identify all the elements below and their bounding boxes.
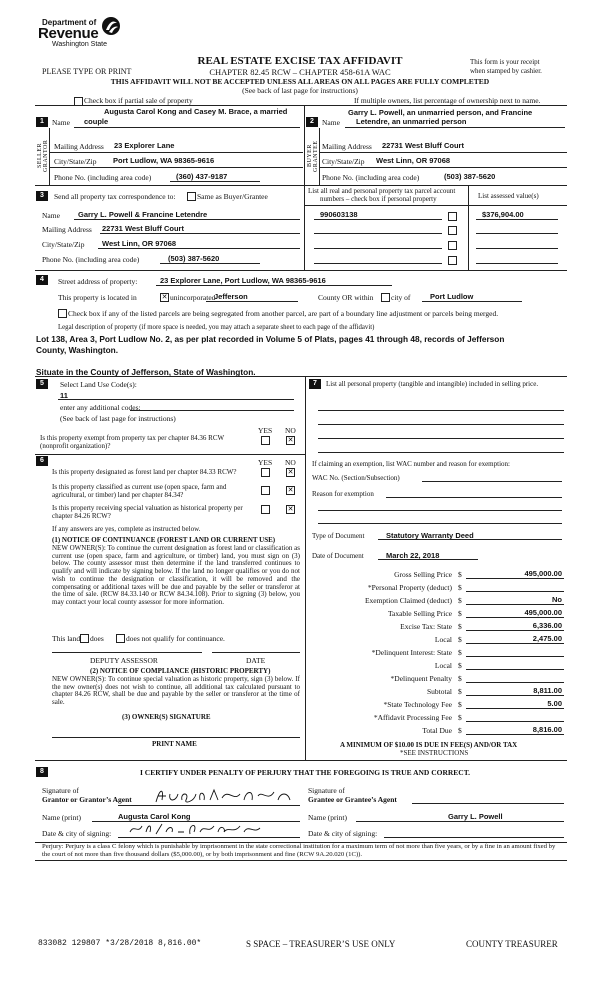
grantor-signature [150, 786, 300, 806]
land-use-code: 11 [60, 391, 68, 400]
exempt-question: Is this property exempt from property tax per chapter 84.36 RCW (nonprofit organization)? [40, 434, 224, 451]
legal-line-3: Situate in the County of Jefferson, State of Washington. [36, 367, 256, 377]
wac-label: WAC No. (Section/Subsection) [312, 474, 400, 482]
grantor-sig-label-1: Signature of [42, 786, 79, 795]
print-note: PLEASE TYPE OR PRINT [42, 67, 132, 76]
corr-mailing-label: Mailing Address [42, 225, 92, 234]
receipt-note-1: This form is your receipt [470, 58, 540, 66]
gross-label: Gross Selling Price [394, 570, 452, 579]
county-treasurer-label: COUNTY TREASURER [466, 939, 558, 949]
rule [466, 604, 564, 605]
gross-value: 495,000.00 [524, 569, 562, 578]
dollar-sign: $ [458, 700, 462, 709]
deputy-assessor-label: DEPUTY ASSESSOR [90, 656, 158, 665]
current-use-no-checkbox[interactable]: ✕ [287, 486, 294, 494]
rule [378, 559, 478, 560]
buyer-name-line1: Garry L. Powell, an unmarried person, and Francine [348, 108, 533, 117]
segregated-checkbox[interactable] [58, 309, 67, 318]
corr-name-label: Name [42, 211, 60, 220]
rule [314, 219, 442, 220]
rule [304, 185, 305, 270]
rule [49, 152, 303, 153]
logo-main: Revenue [38, 25, 99, 42]
treasurer-use-label: S SPACE – TREASURER’S USE ONLY [246, 939, 396, 949]
rule [386, 497, 562, 498]
rule [100, 233, 300, 234]
dollar-sign: $ [458, 635, 462, 644]
taxable-label: Taxable Selling Price [387, 609, 452, 618]
rule [170, 181, 260, 182]
seller-city-label: City/State/Zip [54, 157, 97, 166]
land-use-label: Select Land Use Code(s): [60, 380, 137, 389]
assessed-value-1: $376,904.00 [482, 210, 524, 219]
buyer-name-line2: Letendre, an unmarried person [356, 117, 467, 126]
corr-city-label: City/State/Zip [42, 240, 85, 249]
rule [305, 376, 306, 760]
rule [466, 617, 564, 618]
rule [384, 837, 564, 838]
exempt-yes-checkbox[interactable] [261, 436, 270, 445]
delinquent-penalty-label: *Delinquent Penalty [390, 674, 452, 683]
rule [466, 721, 564, 722]
rule [345, 127, 565, 128]
rule [35, 860, 567, 861]
legal-line-1: Lot 138, Area 3, Port Ludlow No. 2, as per plat recorded in Volume 5 of Plats, pages 41 through 48, records of Jefferson [36, 334, 505, 344]
s6-no-header: NO [285, 458, 296, 467]
rule [206, 301, 298, 302]
rule [466, 734, 564, 735]
excise-local-label: Local [434, 635, 452, 644]
exempt-no-checkbox[interactable]: ✕ [287, 436, 294, 444]
dor-swirl-icon [100, 15, 122, 37]
cashier-stamp: 833082 129807 *3/28/2018 8,816.00* [38, 939, 202, 948]
doc-date-label: Date of Document [312, 552, 364, 560]
grantor-name-label: Name (print) [42, 813, 81, 822]
total-due-label: Total Due [422, 726, 452, 735]
seller-phone-label: Phone No. (including area code) [54, 173, 152, 182]
rule [304, 205, 567, 206]
land-qualify-pre: This land [52, 634, 81, 643]
rule [466, 695, 564, 696]
subtotal-label: Subtotal [426, 687, 452, 696]
rule [466, 643, 564, 644]
dollar-sign: $ [458, 609, 462, 618]
rule [212, 652, 300, 653]
rule [35, 270, 567, 271]
seller-name-line2: couple [84, 117, 109, 126]
rule [156, 285, 392, 286]
rule [52, 737, 300, 738]
rule [319, 152, 567, 153]
grantee-name: Garry L. Powell [448, 812, 503, 821]
corr-phone: (503) 387-5620 [168, 254, 220, 263]
legal-label: Legal description of property (if more space is needed, you may attach a separate sheet to each page of the affidavit) [58, 324, 375, 331]
doc-type: Statutory Warranty Deed [386, 531, 474, 540]
city-of-label: city of [391, 293, 411, 302]
grantor-sig-label-2: Grantor or Grantor’s Agent [42, 795, 132, 804]
dollar-sign: $ [458, 570, 462, 579]
rule [466, 591, 564, 592]
county-value: Jefferson [214, 292, 248, 301]
land-does-label: does [90, 634, 104, 643]
section-badge-2: 2 [306, 117, 318, 127]
affidavit-fee-label: *Affidavit Processing Fee [373, 713, 452, 722]
rule [314, 233, 442, 234]
rule [318, 438, 564, 439]
section-badge-1: 1 [36, 117, 48, 127]
rule [35, 760, 567, 761]
rule [49, 167, 303, 168]
dollar-sign: $ [458, 674, 462, 683]
unincorporated-checkbox[interactable]: ✕ [161, 293, 168, 301]
rule [378, 539, 562, 540]
dollar-sign: $ [458, 661, 462, 670]
city-of-checkbox[interactable] [381, 293, 390, 302]
rule [49, 128, 50, 185]
tech-fee-value: 5.00 [547, 699, 562, 708]
rule [476, 219, 558, 220]
buyer-phone-label: Phone No. (including area code) [322, 173, 420, 182]
notice-continuance-title: (1) NOTICE OF CONTINUANCE (FOREST LAND OR CURRENT USE) [52, 536, 276, 544]
rule [422, 301, 522, 302]
buyer-mailing-label: Mailing Address [322, 142, 372, 151]
form-subtitle: CHAPTER 82.45 RCW – CHAPTER 458-61A WAC [209, 67, 391, 77]
delinquent-interest-state-label: *Delinquent Interest: State [371, 648, 452, 657]
same-as-buyer-label: Same as Buyer/Grantee [197, 192, 268, 201]
personal-deduct-label: *Personal Property (deduct) [367, 583, 452, 592]
correspondence-label: Send all property tax correspondence to: [54, 192, 176, 201]
reason-label: Reason for exemption [312, 490, 374, 498]
street-address: 23 Explorer Lane, Port Ludlow, WA 98365-9616 [160, 276, 326, 285]
grantee-sig-label-2: Grantee or Grantee’s Agent [308, 795, 397, 804]
rule [35, 185, 567, 186]
dollar-sign: $ [458, 596, 462, 605]
partial-sale-label: Check box if partial sale of property [84, 96, 193, 105]
street-label: Street address of property: [58, 277, 138, 286]
rule [314, 263, 442, 264]
notice-compliance-text: NEW OWNER(S): To continue special valuation as historic property, sign (3) below. If the new owner(s) does not wish to continue, all additional tax calculated pursuant to chapter 84.26 RCW, shall be due and payable by the seller or transferor at the time of sale. [52, 675, 300, 707]
buyer-phone: (503) 387-5620 [444, 172, 496, 181]
buyer-side-label: BUYER GRANTEE [307, 140, 319, 172]
grantor-name: Augusta Carol Kong [118, 812, 191, 821]
perjury-notice: Perjury: Perjury is a class C felony which is punishable by imprisonment in the state correctional institution for a maximum term of not more than five years, or by a fine in an amount fixed by the court of not more than five thousand dollars ($5,000.00), or by both imprisonment and fine (RCW 9A.20.020 (1C)). [42, 843, 556, 858]
legal-line-2: County, Washington. [36, 345, 119, 355]
s6-yes-header: YES [258, 458, 273, 467]
certify-statement: I CERTIFY UNDER PENALTY OF PERJURY THAT THE FOREGOING IS TRUE AND CORRECT. [140, 768, 471, 777]
total-due-value: 8,816.00 [532, 725, 562, 734]
personal-property-list-label: List all personal property (tangible and intangible) included in selling price. [326, 380, 539, 388]
personal-property-checkbox-2[interactable] [448, 226, 457, 235]
buyer-mailing: 22731 West Bluff Court [382, 141, 464, 150]
section-badge-5: 5 [36, 379, 48, 389]
rule [35, 376, 567, 377]
rule [160, 263, 260, 264]
rule [466, 630, 564, 631]
exemption-claim-label: If claiming an exemption, list WAC number and reason for exemption: [312, 460, 510, 468]
print-name-label: PRINT NAME [152, 740, 197, 748]
instructions-note: (See back of last page for instructions) [242, 86, 358, 95]
rule [466, 578, 564, 579]
buyer-city-label: City/State/Zip [322, 157, 365, 166]
seller-name-line1: Augusta Carol Kong and Casey M. Brace, a married [104, 107, 288, 116]
seller-city: Port Ludlow, WA 98365-9616 [113, 156, 215, 165]
dollar-sign: $ [458, 713, 462, 722]
dollar-sign: $ [458, 648, 462, 657]
rule [319, 167, 567, 168]
rule [476, 248, 558, 249]
parcels-header-1: List all real and personal property tax parcel account [308, 187, 456, 195]
excise-state-label: Excise Tax: State [400, 622, 452, 631]
section-badge-3: 3 [36, 191, 48, 201]
same-as-buyer-checkbox[interactable] [187, 192, 196, 201]
assessed-header: List assessed value(s) [478, 192, 539, 200]
buyer-name-label: Name [322, 118, 340, 127]
rule [118, 805, 300, 806]
seller-phone: (360) 437-9187 [176, 172, 228, 181]
seller-mailing: 23 Explorer Lane [114, 141, 175, 150]
section-badge-6: 6 [36, 456, 48, 466]
corr-city: West Linn, OR 97068 [102, 239, 177, 248]
rule [412, 803, 564, 804]
land-use-see-back: (See back of last page for instructions) [60, 414, 176, 423]
logo-top: Department of [42, 18, 97, 27]
rule [466, 708, 564, 709]
grantor-date-city-handwriting [128, 820, 268, 838]
rule [98, 248, 300, 249]
excise-local-value: 2,475.00 [532, 634, 562, 643]
multiple-owners-label: If multiple owners, list percentage of ownership next to name. [354, 96, 541, 105]
grantor-date-city-label: Date & city of signing: [42, 829, 112, 838]
forest-yes-checkbox[interactable] [261, 468, 270, 477]
seller-mailing-label: Mailing Address [54, 142, 104, 151]
city-value: Port Ludlow [430, 292, 474, 301]
rule [52, 652, 202, 653]
segregated-label: Check box if any of the listed parcels are being segregated from another parcel, are part of a boundary line adjustment or parcels being merged. [68, 309, 499, 318]
rule [35, 105, 567, 106]
rule [466, 656, 564, 657]
rule [356, 821, 564, 822]
rule [74, 127, 300, 128]
rule [318, 410, 564, 411]
s5-no-header: NO [285, 426, 296, 435]
current-use-question: Is this property classified as current use (open space, farm and agricultural, or timber) land per chapter 84.34? [52, 483, 227, 500]
tech-fee-label: *State Technology Fee [383, 700, 452, 709]
exemption-claimed-value: No [552, 595, 562, 604]
minimum-due-note: A MINIMUM OF $10.00 IS DUE IN FEE(S) AND/OR TAX [340, 741, 518, 749]
section-badge-8: 8 [36, 767, 48, 777]
located-label: This property is located in [58, 293, 137, 302]
grantee-date-city-label: Date & city of signing: [308, 829, 378, 838]
rule [468, 185, 469, 270]
grantee-name-label: Name (print) [308, 813, 347, 822]
parcels-header-2: numbers – check box if personal property [320, 195, 437, 203]
additional-codes-label: enter any additional codes: [60, 403, 141, 412]
rule [130, 410, 294, 411]
rule [35, 454, 305, 455]
dollar-sign: $ [458, 622, 462, 631]
owner-signature-label: (3) OWNER(S) SIGNATURE [122, 713, 211, 721]
dollar-sign: $ [458, 726, 462, 735]
rule [319, 128, 320, 185]
section-badge-4: 4 [36, 275, 48, 285]
rule [466, 682, 564, 683]
date-label: DATE [246, 656, 266, 665]
corr-phone-label: Phone No. (including area code) [42, 255, 140, 264]
subtotal-value: 8,811.00 [533, 686, 562, 695]
historic-yes-checkbox[interactable] [261, 505, 270, 514]
forest-no-checkbox[interactable]: ✕ [287, 468, 294, 476]
rule [318, 510, 562, 511]
logo-sub: Washington State [52, 41, 107, 48]
corr-mailing: 22731 West Bluff Court [102, 224, 184, 233]
seller-side-label: SELLER GRANTOR [37, 139, 49, 173]
rule [74, 219, 300, 220]
rule [476, 263, 558, 264]
rule [118, 837, 300, 838]
historic-no-checkbox[interactable]: ✕ [287, 505, 294, 513]
notice-continuance-text: NEW OWNER(S): To continue the current designation as forest land or classification as current use (open space, farm and agriculture, or timber) land, you must sign on (3) below. The county assessor must then determine if the land transferred continues to qualify and will indicate by signing below. If the land no longer qualifies or you do not wish to continue the designation or classification, it will be removed and the compensating or additional taxes will be due and payable by the seller or transferor at the time of sale. (RCW 84.33.140 or RCW 84.34.108). Prior to signing (3) below, you may contact your local county assessor for more information. [52, 544, 300, 606]
any-yes-note: If any answers are yes, complete as instructed below. [52, 525, 201, 533]
doc-type-label: Type of Document [312, 532, 365, 540]
forest-question: Is this property designated as forest land per chapter 84.33 RCW? [52, 468, 237, 476]
rule [422, 481, 562, 482]
doc-date: March 22, 2018 [386, 551, 440, 560]
county-label: County OR within [318, 293, 374, 302]
rule [318, 523, 562, 524]
personal-property-checkbox-1[interactable] [448, 212, 457, 221]
current-use-yes-checkbox[interactable] [261, 486, 270, 495]
parcel-number-1: 990603138 [320, 210, 358, 219]
corr-name: Garry L. Powell & Francine Letendre [78, 210, 208, 219]
dollar-sign: $ [458, 687, 462, 696]
rule [466, 669, 564, 670]
section-badge-7: 7 [309, 379, 321, 389]
personal-property-checkbox-4[interactable] [448, 256, 457, 265]
land-does-checkbox[interactable] [80, 634, 89, 643]
rule [314, 248, 442, 249]
receipt-note-2: when stamped by cashier. [470, 67, 542, 75]
rule [476, 233, 558, 234]
s5-yes-header: YES [258, 426, 273, 435]
delinquent-interest-local-label: Local [434, 661, 452, 670]
grantee-sig-label-1: Signature of [308, 786, 345, 795]
unincorporated-label: unincorporated [170, 293, 216, 302]
seller-name-label: Name [52, 118, 70, 127]
see-instructions-note: *SEE INSTRUCTIONS [400, 749, 469, 757]
land-does-not-checkbox[interactable] [116, 634, 125, 643]
historic-question: Is this property receiving special valuation as historical property per chapter 84.26 RCW? [52, 504, 243, 521]
warning-text: THIS AFFIDAVIT WILL NOT BE ACCEPTED UNLESS ALL AREAS ON ALL PAGES ARE FULLY COMPLETED [110, 77, 490, 86]
excise-state-value: 6,336.00 [532, 621, 562, 630]
dollar-sign: $ [458, 583, 462, 592]
taxable-value: 495,000.00 [524, 608, 562, 617]
rule [58, 399, 294, 400]
rule [318, 452, 564, 453]
exemption-claimed-label: Exemption Claimed (deduct) [364, 596, 452, 605]
personal-property-checkbox-3[interactable] [448, 241, 457, 250]
form-title: REAL ESTATE EXCISE TAX AFFIDAVIT [197, 55, 403, 67]
notice-compliance-title: (2) NOTICE OF COMPLIANCE (HISTORIC PROPERTY) [90, 667, 271, 675]
land-does-not-label: does not qualify for continuance. [126, 634, 225, 643]
rule [304, 105, 305, 185]
rule [318, 424, 564, 425]
buyer-city: West Linn, OR 97068 [376, 156, 451, 165]
